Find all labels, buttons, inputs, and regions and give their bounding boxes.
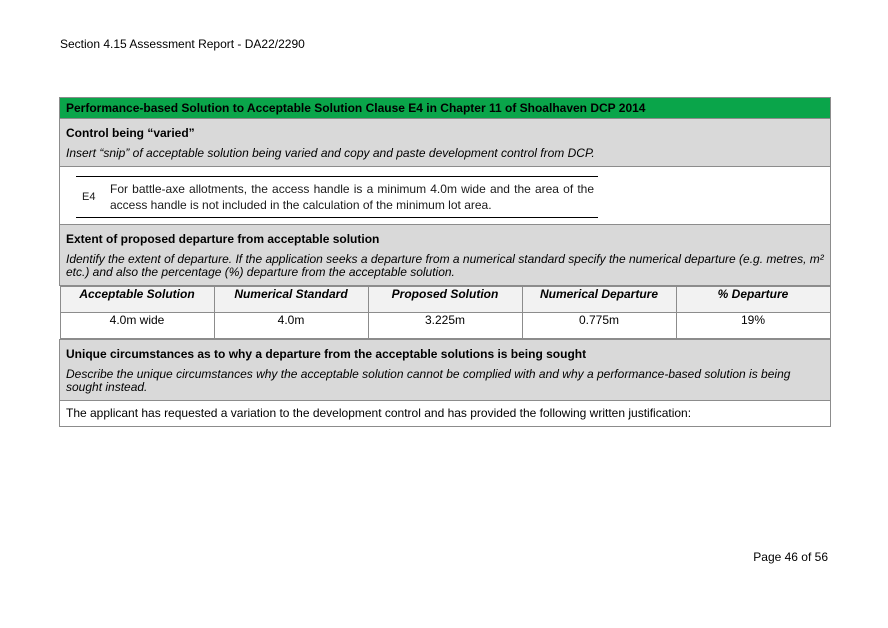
circumstances-description: Describe the unique circumstances why the acceptable solution cannot be complied with and why a performance-based solution is being sought instead. xyxy=(66,367,791,394)
control-description: Insert “snip” of acceptable solution being varied and copy and paste development control from DCP. xyxy=(66,146,595,160)
table-cell: 19% xyxy=(676,313,830,339)
departure-title: Extent of proposed departure from acceptable solution xyxy=(66,232,380,246)
table-cell: 0.775m xyxy=(522,313,676,339)
departure-table-values xyxy=(60,313,830,339)
column-header: Proposed Solution xyxy=(368,287,522,313)
page-number: Page 46 of 56 xyxy=(753,550,828,564)
control-section xyxy=(60,119,831,167)
report-header: Section 4.15 Assessment Report - DA22/2290 xyxy=(60,37,305,51)
banner-title: Performance-based Solution to Acceptable Solution Clause E4 in Chapter 11 of Shoalhaven DCP 2014 xyxy=(60,98,831,119)
justification-row xyxy=(60,401,831,427)
snip-row xyxy=(60,167,831,225)
column-header: Numerical Standard xyxy=(214,287,368,313)
departure-section xyxy=(60,225,831,286)
table-cell: 3.225m xyxy=(368,313,522,339)
justification-text: The applicant has requested a variation to the development control and has provided the following written justification: xyxy=(60,401,831,427)
banner-row xyxy=(60,98,831,119)
column-header: Numerical Departure xyxy=(522,287,676,313)
circumstances-section xyxy=(60,340,831,401)
departure-table-header xyxy=(60,287,830,313)
acceptable-solution-snip xyxy=(76,176,598,218)
column-header: % Departure xyxy=(676,287,830,313)
clause-text: For battle-axe allotments, the access handle is a minimum 4.0m wide and the area of the access handle is not included in the calculation of the minimum lot area. xyxy=(110,182,594,212)
departure-description: Identify the extent of departure. If the application seeks a departure from a numerical standard specify the numerical departure (e.g. metres, m² etc.) and also the percentage (%) departure from the acceptable solution. xyxy=(66,252,824,279)
departure-table xyxy=(60,286,831,339)
column-header: Acceptable Solution xyxy=(60,287,214,313)
circumstances-title: Unique circumstances as to why a departure from the acceptable solutions is being sought xyxy=(66,347,587,361)
variation-table xyxy=(59,97,831,427)
table-cell: 4.0m wide xyxy=(60,313,214,339)
departure-table-row xyxy=(60,286,831,340)
clause-code: E4 xyxy=(82,191,96,203)
control-title: Control being “varied” xyxy=(66,126,195,140)
table-cell: 4.0m xyxy=(214,313,368,339)
